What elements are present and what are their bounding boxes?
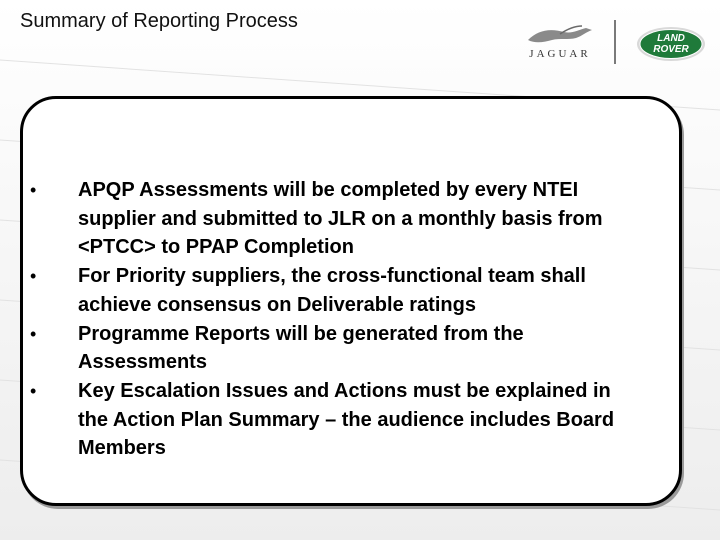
bullet-mark: •: [30, 180, 37, 200]
land-rover-wordmark: [636, 26, 706, 62]
jaguar-leaper-icon: [520, 20, 600, 50]
bullet-mark: •: [30, 323, 37, 344]
jaguar-wordmark: JAGUAR: [529, 48, 591, 60]
bullet-mark: •: [30, 380, 37, 401]
bullet-item: [0, 377, 638, 463]
land-rover-line2: ROVER: [653, 44, 689, 55]
bullet-text: Programme Reports will be generated from the Assessments: [78, 322, 524, 374]
bullet-item: [0, 262, 638, 319]
slide-title: Summary of Reporting Process: [20, 10, 298, 32]
bullet-text: APQP Assessments will be completed by every NTEI supplier and submitted to JLR on a monthly basis from <PTCC> to PPAP Completion: [78, 179, 603, 259]
bullet-item: [0, 320, 638, 377]
land-rover-logo: [636, 26, 706, 62]
land-rover-line1: LAND: [657, 33, 685, 44]
jaguar-logo: [520, 20, 600, 66]
bullet-text: For Priority suppliers, the cross-functional team shall achieve consensus on Deliverable ratings: [78, 265, 586, 316]
bullet-list: [0, 176, 638, 463]
bullet-item: [0, 176, 638, 262]
logo-divider: [614, 20, 616, 64]
bullet-text: Key Escalation Issues and Actions must be explained in the Action Plan Summary – the audience includes Board Members: [78, 379, 615, 460]
bullet-mark: •: [30, 266, 37, 287]
